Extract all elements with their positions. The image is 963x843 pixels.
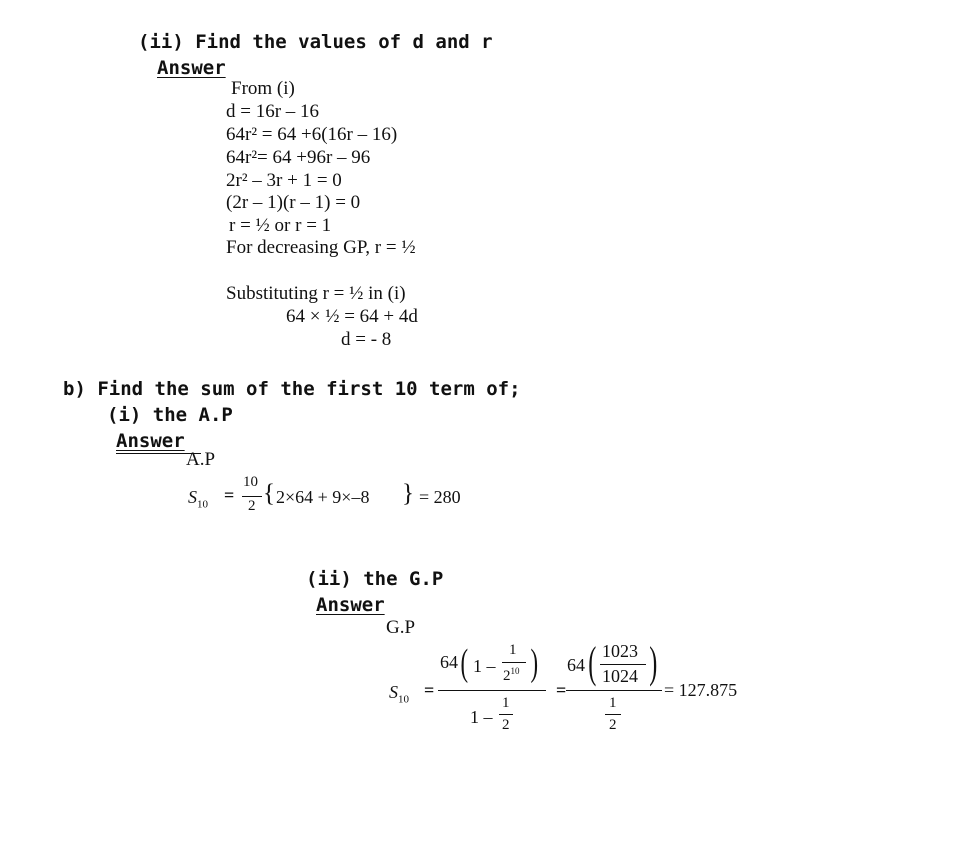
equals-sign: = [556,680,567,700]
denominator-one-minus: 1 – [470,707,493,727]
gp-heading: G.P [386,617,416,638]
main-fraction-bar [566,690,662,691]
working-line: (2r – 1)(r – 1) = 0 [226,192,361,213]
inner-fraction-bar [600,664,646,665]
working-line: d = 16r – 16 [226,101,320,122]
answer-label: Answer [157,57,226,79]
inner-numerator: 1023 [602,641,638,661]
equals-sign: = [224,485,235,505]
gp-sum-result: = 127.875 [664,680,738,700]
denominator-half-den: 2 [609,717,617,733]
substitution-equation: 64 × ½ = 64 + 4d [286,306,418,327]
fraction-denominator: 2 [248,498,256,514]
left-paren: ( [460,642,469,684]
inner-denominator: $2^{10}$ [503,666,520,684]
sum-symbol: $S_{10}$ [389,682,409,706]
denominator-half-den: 2 [502,717,510,733]
working-line: For decreasing GP, r = ½ [226,237,416,258]
inner-numerator: 1 [509,642,517,658]
gp-coefficient: 64 [567,655,585,675]
answer-label: Answer [116,430,185,452]
inner-fraction-bar [502,662,526,663]
sum-symbol: $S_{10}$ [188,487,208,511]
ap-sum-result: = 280 [419,487,461,507]
ap-heading: A.P [186,449,216,470]
equals-sign: = [424,680,435,700]
fraction-bar [242,496,262,497]
denominator-half-num: 1 [609,695,617,711]
substituting-line: Substituting r = ½ in (i) [226,283,406,304]
gp-coefficient: 64 [440,652,458,672]
working-line: 64r² = 64 +6(16r – 16) [226,124,398,145]
right-brace: } [402,480,414,507]
left-paren: ( [588,638,597,687]
question-find-d-and-r: (ii) Find the values of d and r [138,31,493,53]
subquestion-ap: (i) the A.P [107,404,233,426]
d-result: d = - 8 [341,329,392,350]
one-minus: 1 – [473,656,496,676]
question-sum-first-10-terms: b) Find the sum of the first 10 term of; [63,378,521,400]
working-line: 64r²= 64 +96r – 96 [226,147,371,168]
right-paren: ) [649,638,658,687]
working-line: r = ½ or r = 1 [229,215,332,236]
denominator-half-num: 1 [502,695,510,711]
right-paren: ) [530,642,539,684]
fraction-numerator: 10 [243,474,258,490]
working-line: 2r² – 3r + 1 = 0 [226,170,342,191]
main-fraction-bar [438,690,546,691]
answer-label: Answer [316,594,385,616]
denominator-half-bar [499,714,513,715]
left-brace: { [263,480,275,507]
inner-denominator: 1024 [602,666,638,686]
subquestion-gp: (ii) the G.P [306,568,444,590]
working-line: From (i) [231,78,295,99]
ap-sum-expression: 2×64 + 9×–8 [276,487,370,507]
denominator-half-bar [605,714,621,715]
